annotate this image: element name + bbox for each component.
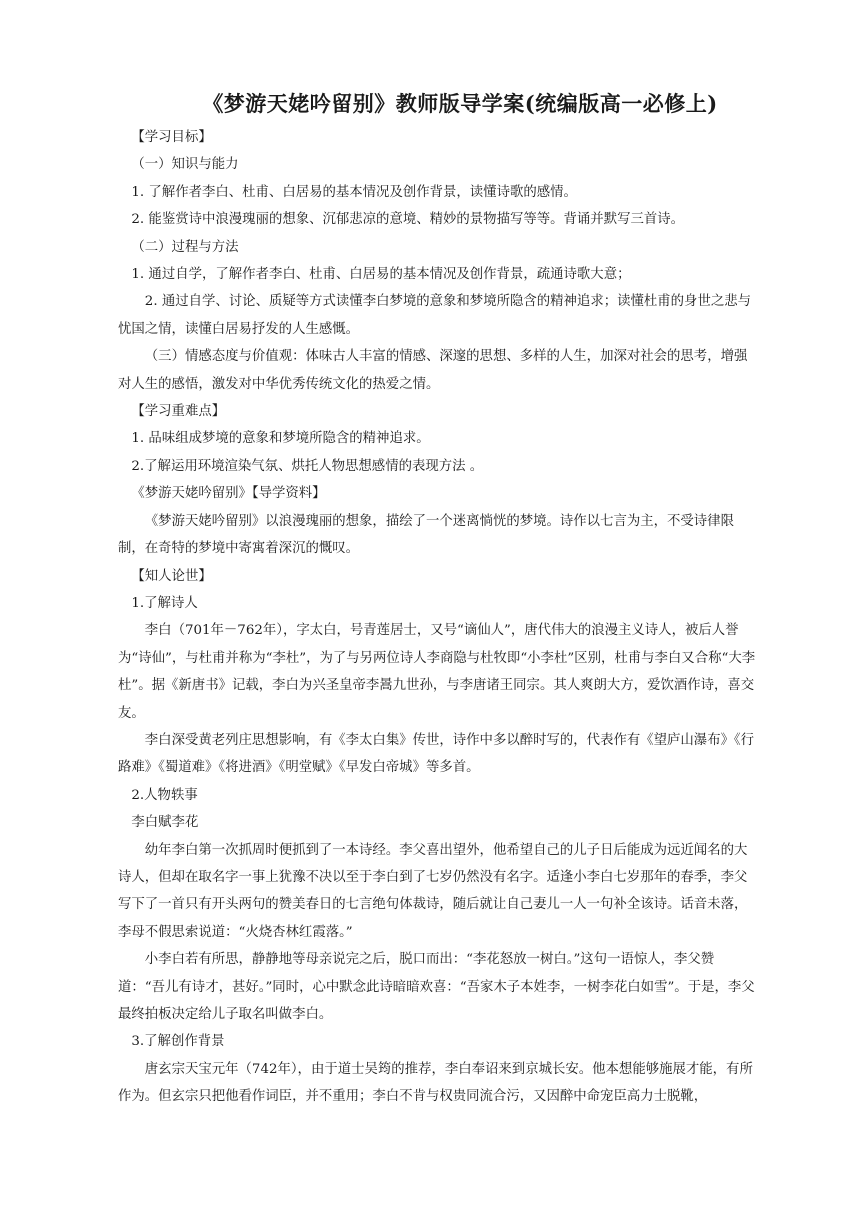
subheading-creation: 3.了解创作背景 (131, 1034, 225, 1050)
list-item: 2. 通过自学、讨论、质疑等方式读懂李白梦境的意象和梦境所隐含的精神追求；读懂杜甫的身世之悲与忧国之情，读懂白居易抒发的人生感慨。 (118, 294, 752, 337)
subheading-knowledge: （一）知识与能力 (131, 157, 239, 173)
section-heading-materials: 《梦游天姥吟留别》【导学资料】 (131, 486, 326, 502)
list-item: 1. 品味组成梦境的意象和梦境所隐含的精神追求。 (131, 431, 430, 447)
list-item: 2. 能鉴赏诗中浪漫瑰丽的想象、沉郁悲凉的意境、精妙的景物描写等等。背诵并默写三首诗。 (131, 212, 685, 228)
paragraph: 李白（701年－762年），字太白，号青莲居士，又号“谪仙人”，唐代伟大的浪漫主义诗人，被后人誉为“诗仙”，与杜甫并称为“李杜”，为了与另两位诗人李商隐与杜牧即“小李杜”区别，杜甫与李白又合称“大李杜”。据《新唐书》记载，李白为兴圣皇帝李暠九世孙，与李唐诸王同宗。其人爽朗大方，爱饮酒作诗，喜交友。 (118, 623, 756, 721)
document-body (118, 124, 758, 1111)
list-item: 2.了解运用环境渲染气氛、烘托人物思想感情的表现方法 。 (131, 458, 484, 474)
subheading-process: （二）过程与方法 (131, 239, 239, 255)
list-item: 1. 了解作者李白、杜甫、白居易的基本情况及创作背景，读懂诗歌的感情。 (131, 184, 577, 200)
paragraph: 《梦游天姥吟留别》以浪漫瑰丽的想象，描绘了一个迷离惝恍的梦境。诗作以七言为主，不受诗律限制，在奇特的梦境中寄寓着深沉的慨叹。 (118, 513, 734, 557)
section-heading-goals: 【学习目标】 (131, 130, 212, 145)
document-title: 《梦游天姥吟留别》教师版导学案(统编版高一必修上) (202, 91, 718, 116)
paragraph: 小李白若有所思，静静地等母亲说完之后，脱口而出：“李花怒放一树白。”这句一语惊人，李父赞道：“吾儿有诗才，甚好。”同时，心中默念此诗暗暗欢喜：“吾家木子本姓李，一树李花白如雪”。于是，李父最终拍板决定给儿子取名叫做李白。 (118, 952, 755, 1022)
section-heading-difficulties: 【学习重难点】 (131, 404, 226, 420)
section-heading-background: 【知人论世】 (131, 568, 212, 584)
paragraph: 唐玄宗天宝元年（742年），由于道士吴筠的推荐，李白奉诏来到京城长安。他本想能够施展才能，有所作为。但玄宗只把他看作词臣，并不重用；李白不肯与权贵同流合污，又因醉中命宠臣高力士脱靴， (118, 1061, 753, 1105)
paragraph: 李白深受黄老列庄思想影响，有《李太白集》传世，诗作中多以醉时写的，代表作有《望庐山瀑布》《行路难》《蜀道难》《将进酒》《明堂赋》《早发白帝城》等多首。 (118, 732, 755, 776)
list-item: 1. 通过自学，了解作者李白、杜甫、白居易的基本情况及创作背景，疏通诗歌大意； (131, 267, 631, 283)
subheading-anecdotes: 2.人物轶事 (131, 787, 198, 803)
subheading-attitude: （三）情感态度与价值观：体味古人丰富的情感、深邃的思想、多样的人生，加深对社会的思考，增强对人生的感悟，激发对中华优秀传统文化的热爱之情。 (118, 349, 748, 392)
subheading-story: 李白赋李花 (131, 815, 199, 831)
paragraph: 幼年李白第一次抓周时便抓到了一本诗经。李父喜出望外，他希望自己的儿子日后能成为远近闻名的大诗人，但却在取名字一事上犹豫不决以至于李白到了七岁仍然没有名字。适逢小李白七岁那年的春季，李父写下了一首只有开头两句的赞美春日的七言绝句体裁诗，随后就让自己妻儿一人一句补全该诗。话音未落，李母不假思索说道：“火烧杏林红霞落。” (118, 842, 748, 940)
subheading-poet: 1.了解诗人 (131, 595, 198, 611)
